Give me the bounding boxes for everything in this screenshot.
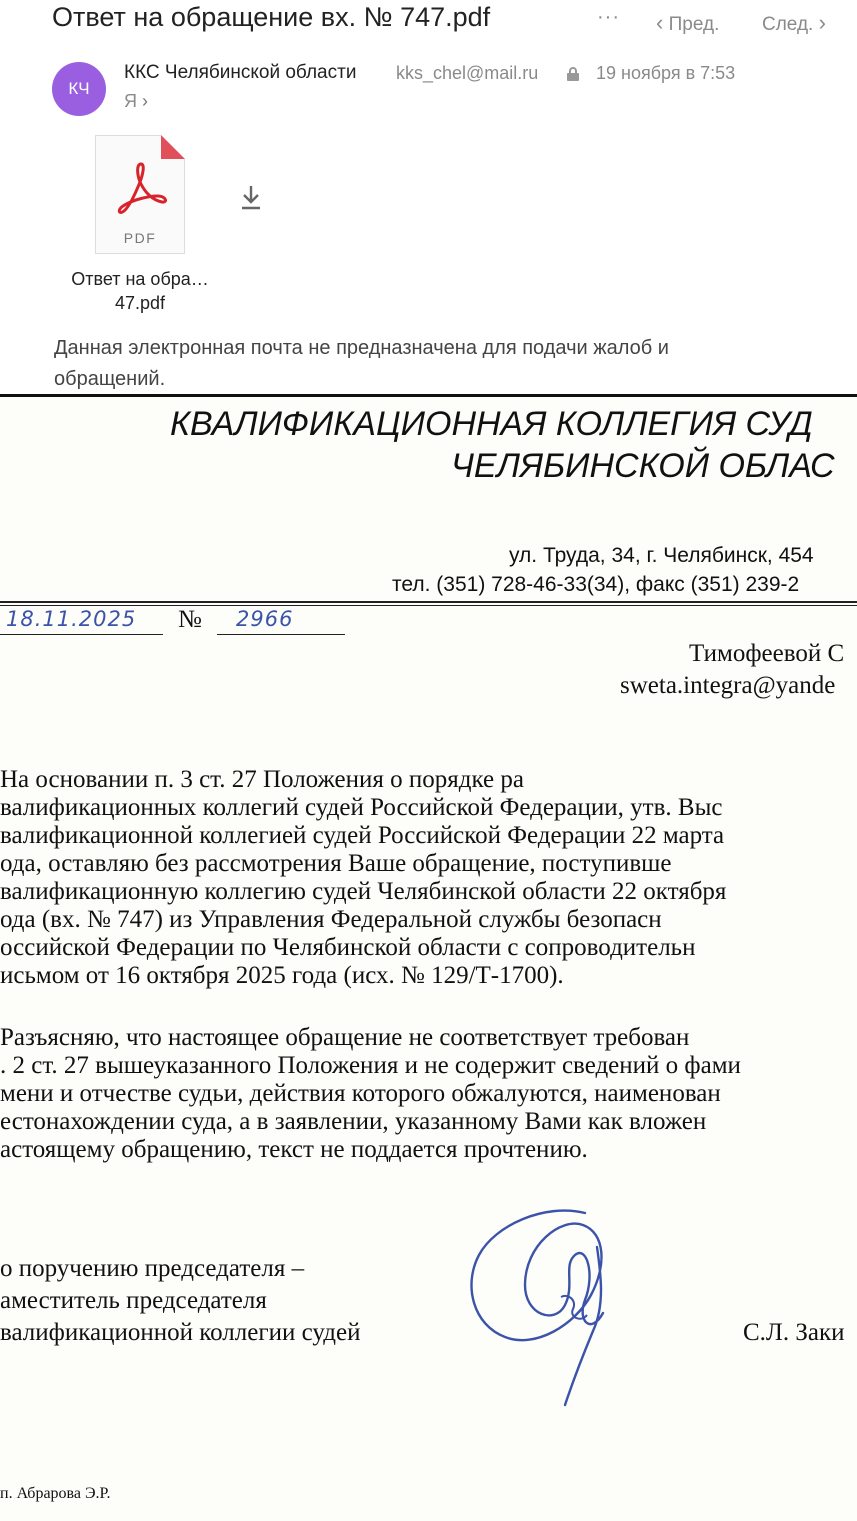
number-label: № [178,606,202,633]
chevron-right-icon: › [818,10,826,35]
prev-label: Пред. [668,14,720,35]
text-line: На основании п. 3 ст. 27 Положения о порядке ра [0,766,524,793]
download-icon[interactable] [240,184,262,210]
attachment-filename[interactable]: Ответ на обра…47.pdf [71,269,209,313]
text-line: валификационную коллегию судей Челябинской области 22 октября [0,878,727,905]
next-button[interactable] [762,10,826,36]
signer-name: С.Л. Заки [743,1319,845,1346]
handwritten-signature [465,1205,625,1410]
text-line: ода, оставляю без рассмотрения Ваше обращение, поступивше [0,850,672,877]
text-line: астоящему обращению, текст не поддается прочтению. [0,1136,588,1163]
header-rule-thin [0,605,857,606]
divider [0,394,857,397]
pdf-icon [114,160,168,216]
addressee-email: sweta.integra@yande [620,672,836,699]
letter-number: 2966 [236,607,294,631]
prev-button[interactable] [656,10,719,36]
org-phone: тел. (351) 728-46-33(34), факс (351) 239-2 [392,573,800,596]
number-underline [217,634,345,635]
avatar[interactable]: КЧ [52,62,106,116]
text-line: мени и отчестве судьи, действия которого обжалуются, наименован [0,1080,721,1107]
text-line: Разъясняю, что настоящее обращение не соответствует требован [0,1024,690,1051]
addressee-name: Тимофеевой С [689,640,845,667]
text-line: ода (вх. № 747) из Управления Федеральной службы безопасн [0,906,662,933]
header-rule [0,601,857,603]
text-line: . 2 ст. 27 вышеуказанного Положения и не содержит сведений о фами [0,1052,741,1079]
email-subject: Ответ на обращение вх. № 747.pdf [52,2,491,32]
executor: п. Абрарова Э.Р. [0,1485,111,1502]
letter-date: 18.11.2025 [6,607,137,631]
signature-title-line2: аместитель председателя [0,1287,267,1314]
attachment-pdf[interactable] [95,135,185,254]
org-name-line2: ЧЕЛЯБИНСКОЙ ОБЛАС [451,447,835,485]
file-type-label: PDF [123,230,157,246]
text-line: естонахождении суда, а в заявлении, указанному Вами как вложен [0,1108,707,1135]
paragraph-2 [0,1024,857,1189]
text-line: валификационных коллегий судей Российской Федерации, утв. Выс [0,794,723,821]
signature-title-line3: валификационной коллегии судей [0,1319,361,1346]
recipient-label: Я [124,91,137,111]
text-line: оссийской Федерации по Челябинской области с сопроводительн [0,934,696,961]
recipient[interactable] [124,91,148,112]
signature-title-line1: о поручению председателя – [0,1255,305,1282]
text-line: валификационной коллегией судей Российской Федерации 22 марта [0,822,725,849]
notice-text: Данная электронная почта не предназначена для подачи жалоб и обращений. [54,337,669,390]
text-line: исьмом от 16 октября 2025 года (исх. № 129/Т-1700). [0,962,564,989]
folded-corner [161,135,185,159]
email-date: 19 ноября в 7:53 [596,63,736,83]
paragraph-1 [0,766,857,1026]
lock-icon [566,66,580,82]
chevron-right-icon: › [142,91,149,111]
date-underline [0,634,163,635]
sender-email[interactable]: kks_chel@mail.ru [396,63,539,83]
org-name-line1: КВАЛИФИКАЦИОННАЯ КОЛЛЕГИЯ СУД [170,405,813,443]
next-label: След. [762,14,814,35]
sender-name[interactable]: ККС Челябинской области [124,62,357,83]
more-options-button[interactable]: ··· [597,6,620,28]
org-address: ул. Труда, 34, г. Челябинск, 454 [509,544,814,567]
chevron-left-icon: ‹ [656,10,664,35]
